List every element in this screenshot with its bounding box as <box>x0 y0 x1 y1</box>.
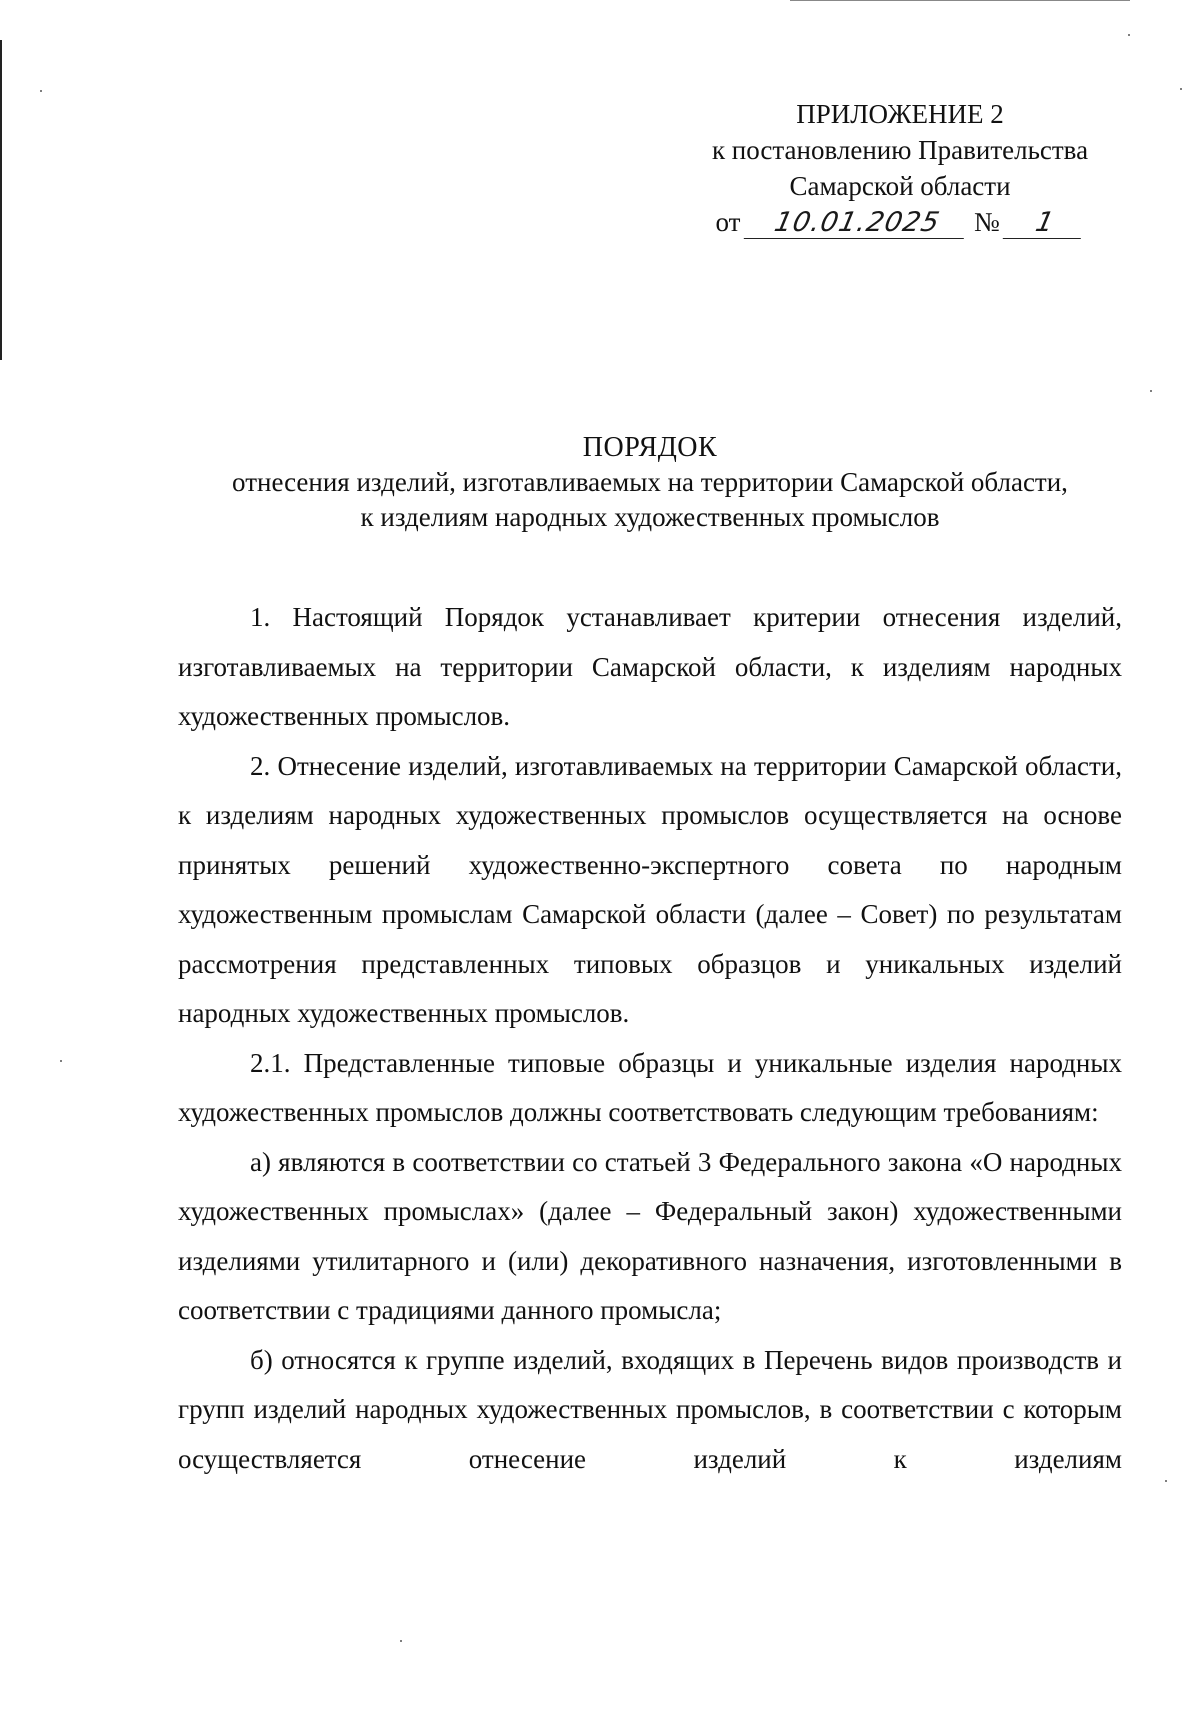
scan-speck <box>1150 390 1152 392</box>
scan-speck <box>400 1640 402 1642</box>
title-main: ПОРЯДОК <box>582 432 718 463</box>
title-sub-line-1: отнесения изделий, изготавливаемых на территории Самарской области, <box>232 467 1068 497</box>
appendix-heading: ПРИЛОЖЕНИЕ 2 <box>796 99 1004 129</box>
approval-stamp-block <box>660 96 1140 240</box>
scan-speck <box>1165 1480 1167 1482</box>
title-sub-line-2: к изделиям народных художественных промыслов <box>360 502 940 532</box>
document-body <box>178 593 1122 1484</box>
paragraph-1: 1. Настоящий Порядок устанавливает критерии отнесения изделий, изготавливаемых на территории Самарской области, к изделиям народных художественных промыслов. <box>178 602 1122 731</box>
paragraph-2: 2. Отнесение изделий, изготавливаемых на территории Самарской области, к изделиям народных художественных промыслов осуществляется на основе принятых решений художественно-экспертного совета по народным художественным промыслам Самарской области (далее – Совет) по результатам рассмотрения представленных типовых образцов и уникальных изделий народных художественных промыслов. <box>178 750 1122 1028</box>
scan-speck <box>1128 34 1130 36</box>
scan-top-line <box>790 0 1130 1</box>
scan-edge-line <box>0 40 2 360</box>
paragraph-b: б) относятся к группе изделий, входящих в Перечень видов производств и групп изделий народных художественных промыслов, в соответствии с которым осуществляется отнесение изделий к изделиям <box>178 1344 1122 1474</box>
paragraph-2-1: 2.1. Представленные типовые образцы и уникальные изделия народных художественных промыслов должны соответствовать следующим требованиям: <box>178 1047 1122 1127</box>
appendix-line-2: Самарской области <box>789 171 1011 201</box>
scan-speck <box>60 1060 62 1062</box>
document-title <box>150 430 1150 535</box>
appendix-date-line <box>660 204 1140 240</box>
date-prefix: от <box>715 207 741 237</box>
paragraph-a: а) являются в соответствии со статьей 3 Федерального закона «О народных художественных промыслах» (далее – Федеральный закон) художественными изделиями утилитарного и (или) декоративного назначения, изготовленными в соответствии с традициями данного промысла; <box>178 1146 1122 1325</box>
number-prefix: № <box>973 207 1000 237</box>
scan-speck <box>40 90 42 92</box>
handwritten-date: 10.01.2025 <box>744 208 971 239</box>
appendix-line-1: к постановлению Правительства <box>711 135 1089 165</box>
handwritten-number: 1 <box>1003 208 1088 239</box>
scan-speck <box>1180 88 1182 90</box>
